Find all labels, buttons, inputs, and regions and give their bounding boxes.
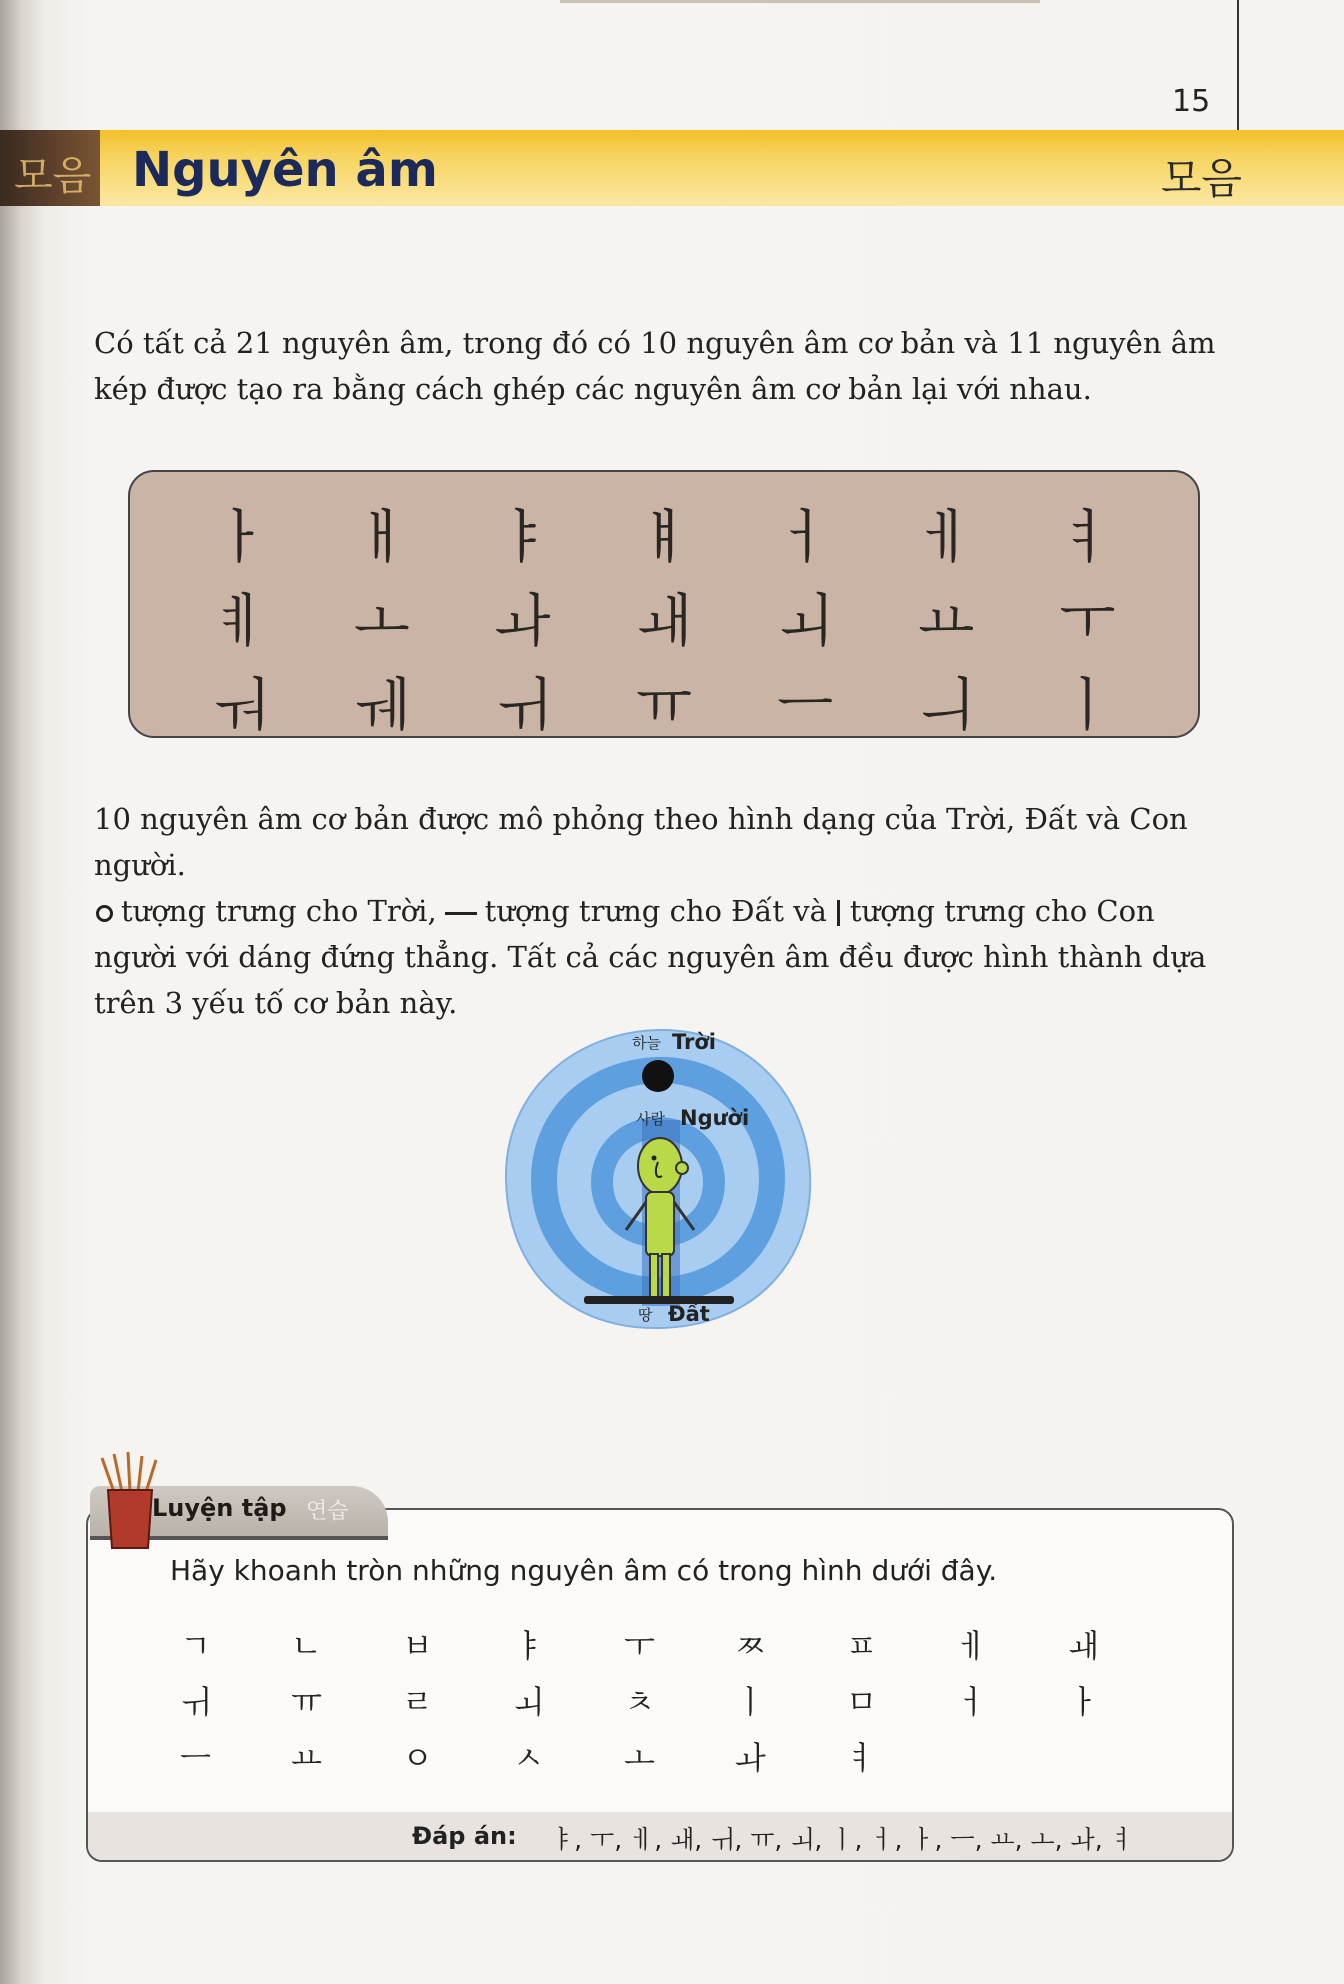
vowel-cell: ㅛ (918, 587, 975, 655)
page-number: 15 (1172, 84, 1211, 119)
vowel-cell: ㅑ (494, 503, 551, 571)
vowel-cell: ㅢ (918, 671, 975, 739)
vowel-cell: ㅞ (353, 671, 410, 739)
vowel-cell: ㅣ (1059, 671, 1116, 739)
vowel-cell: ㅚ (777, 587, 834, 655)
practice-letter[interactable]: ㅗ (624, 1739, 655, 1777)
practice-letter[interactable]: ㄴ (291, 1627, 322, 1665)
practice-instruction: Hãy khoanh tròn những nguyên âm có trong hình dưới đây. (170, 1554, 998, 1587)
person-label-korean: 사람 (636, 1110, 665, 1128)
vowel-cell: ㅡ (777, 671, 834, 739)
practice-letter[interactable]: ㅘ (735, 1739, 766, 1777)
practice-label: Luyện tập (152, 1494, 287, 1522)
vowel-cell: ㅟ (494, 671, 551, 739)
practice-letter[interactable]: ㅏ (1068, 1683, 1099, 1721)
answer-text: ㅑ, ㅜ, ㅔ, ㅙ, ㅟ, ㅠ, ㅚ, ㅣ, ㅓ, ㅏ, ㅡ, ㅛ, ㅗ, ㅘ, ㅕ (550, 1825, 1135, 1854)
sky-dot-icon (642, 1060, 674, 1092)
vowel-cell: ㅠ (635, 671, 692, 739)
practice-letter[interactable]: ㅍ (846, 1627, 877, 1665)
practice-label-korean: 연습 (306, 1499, 349, 1524)
vowel-cell: ㅘ (494, 587, 551, 655)
vowel-cell: ㅝ (212, 671, 269, 739)
section-title-korean: 모음 (1160, 154, 1242, 203)
vowel-cell: ㅐ (353, 503, 410, 571)
practice-letter[interactable]: ㅡ (180, 1739, 211, 1777)
sky-label: Trời (672, 1030, 716, 1054)
description-line-1: 10 nguyên âm cơ bản được mô phỏng theo hình dạng của Trời, Đất và Con người. (94, 802, 1188, 882)
vowel-cell: ㅙ (635, 587, 692, 655)
vowel-cell: ㅕ (1059, 503, 1116, 571)
practice-letter[interactable]: ㅚ (513, 1683, 544, 1721)
bar-symbol-icon (837, 900, 840, 926)
practice-letter[interactable]: ㄹ (402, 1683, 433, 1721)
practice-letter[interactable]: ㅑ (513, 1627, 544, 1665)
intro-paragraph: Có tất cả 21 nguyên âm, trong đó có 10 nguyên âm cơ bản và 11 nguyên âm kép được tạo ra bằng cách ghép các nguyên âm cơ bản lại với nhau. (94, 326, 1216, 406)
earth-label-korean: 땅 (638, 1306, 653, 1324)
practice-letter-grid (140, 1618, 1140, 1786)
person-label: Người (680, 1106, 750, 1130)
circle-symbol-icon (96, 905, 113, 922)
sky-label-korean: 하늘 (632, 1034, 661, 1052)
vowel-cell: ㅖ (212, 587, 269, 655)
practice-letter[interactable]: ㅅ (513, 1739, 544, 1777)
practice-letter[interactable]: ㅣ (735, 1683, 766, 1721)
practice-letter[interactable]: ㅟ (180, 1683, 211, 1721)
description-bar-text: tượng trưng cho Con người với dáng đứng thẳng. Tất cả các nguyên âm đều được hình thành dựa trên 3 yếu tố cơ bản này. (94, 894, 1207, 1020)
practice-letter[interactable]: ㅂ (402, 1627, 433, 1665)
practice-letter[interactable]: ㅊ (624, 1683, 655, 1721)
practice-letter[interactable]: ㅉ (735, 1627, 766, 1665)
section-badge (0, 130, 100, 206)
description-paragraph (94, 796, 1234, 1026)
practice-letter[interactable]: ㅛ (291, 1739, 322, 1777)
practice-letter[interactable]: ㅁ (846, 1683, 877, 1721)
page-top-edge (560, 0, 1040, 3)
practice-letter[interactable]: ㄱ (180, 1627, 211, 1665)
vowel-cell: ㅏ (212, 503, 269, 571)
answer-label: Đáp án: (412, 1822, 517, 1850)
section-badge-text: 모음 (14, 153, 92, 199)
practice-letter[interactable]: ㅇ (402, 1739, 433, 1777)
practice-letter[interactable]: ㅕ (846, 1739, 877, 1777)
vowel-table (128, 470, 1200, 738)
sky-earth-person-illustration (500, 1024, 816, 1332)
practice-letter[interactable]: ㅔ (957, 1627, 988, 1665)
vowel-cell: ㅗ (353, 587, 410, 655)
vowel-cell: ㅜ (1059, 587, 1116, 655)
description-dash-text: tượng trưng cho Đất và (484, 894, 827, 928)
earth-label: Đất (668, 1302, 710, 1326)
margin-line (1237, 0, 1239, 130)
vowel-cell: ㅓ (777, 503, 834, 571)
practice-letter[interactable]: ㅙ (1068, 1627, 1099, 1665)
description-circle-text: tượng trưng cho Trời, (121, 894, 437, 928)
practice-letter[interactable]: ㅓ (957, 1683, 988, 1721)
earth-line-icon (584, 1296, 734, 1304)
section-title: Nguyên âm (132, 142, 438, 198)
vowel-cell: ㅔ (918, 503, 975, 571)
practice-letter[interactable]: ㅠ (291, 1683, 322, 1721)
dash-symbol-icon (445, 912, 477, 915)
practice-letter[interactable]: ㅜ (624, 1627, 655, 1665)
vowel-cell: ㅒ (635, 503, 692, 571)
